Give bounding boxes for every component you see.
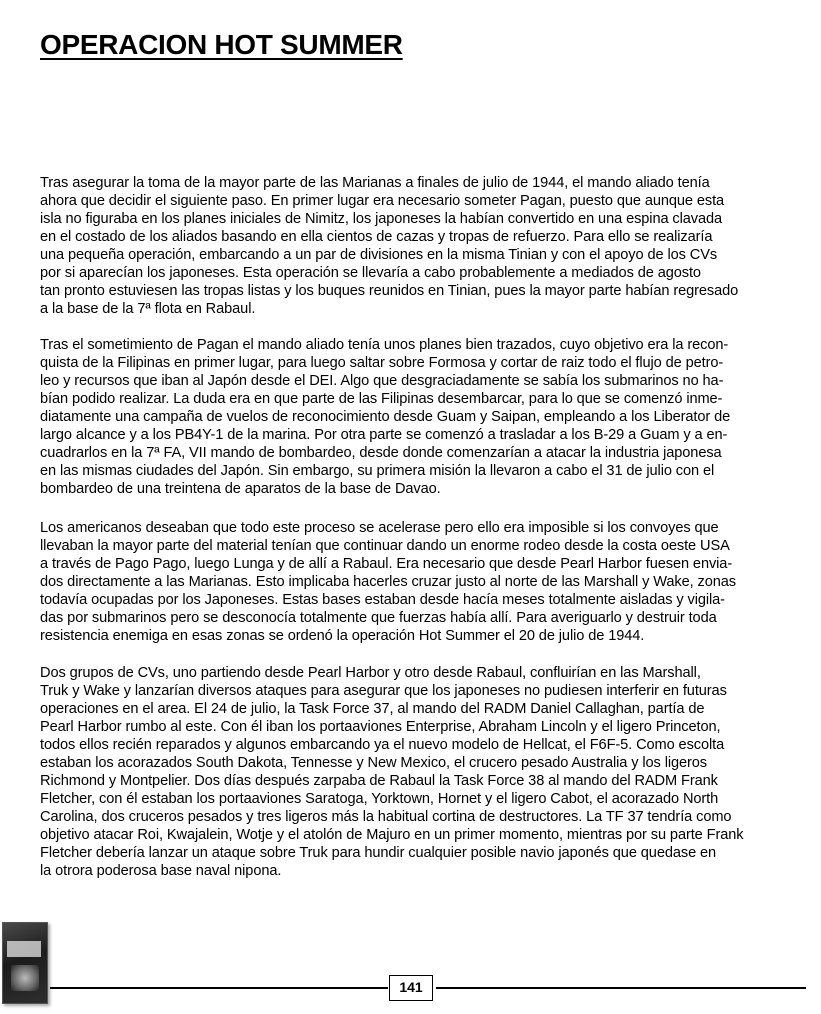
text-line: la otrora poderosa base naval nipona. — [40, 863, 282, 879]
text-line: todavía ocupadas por los Japoneses. Estas bases estaban desde hacía meses totalmente aisladas y vigila- — [40, 592, 725, 608]
text-line: Pearl Harbor rumbo al este. Con él iban los portaaviones Enterprise, Abraham Lincoln y el ligero Princeton, — [40, 719, 721, 735]
text-line: cuadrarlos en la 7ª FA, VII mando de bombardeo, desde donde comenzarían a atacar la industria japonesa — [40, 445, 722, 461]
text-line: todos ellos recién reparados y algunos embarcando ya el nuevo modelo de Hellcat, el F6F-5. Como escolta — [40, 737, 725, 753]
text-line: Carolina, dos cruceros pesados y tres ligeros más la habitual cortina de destructores. La TF 37 tendría como — [40, 809, 732, 825]
text-line: leo y recursos que iban al Japón desde el DEI. Algo que desgraciadamente se sabía los submarinos no ha- — [40, 373, 724, 389]
text-line: llevaban la mayor parte del material tenían que continuar dando un enorme rodeo desde la costa oeste USA — [40, 538, 730, 554]
paragraph-1 — [40, 174, 738, 318]
text-line: bían podido realizar. La duda era en que parte de las Filipinas desembarcar, para lo que se comenzó inme- — [40, 391, 723, 407]
text-line: Fletcher debería lanzar un ataque sobre Truk para hundir cualquier posible navio japonés que quedase en — [40, 845, 717, 861]
page-title: OPERACION HOT SUMMER — [40, 29, 403, 60]
text-line: a través de Pago Pago, luego Lunga y de allí a Rabaul. Era necesario que desde Pearl Harbor fuesen envia- — [40, 556, 733, 572]
text-line: das por submarinos pero se desconocía totalmente que fuerzas había allí. Para averiguarlo y destruir toda — [40, 610, 717, 626]
paragraph-4 — [40, 664, 743, 880]
text-line: tan pronto estuviesen las tropas listas y los buques reunidos en Tinian, pues la mayor parte habían regresado — [40, 283, 739, 299]
text-line: objetivo atacar Roi, Kwajalein, Wotje y el atolón de Majuro en un primer momento, mientras por su parte Frank — [40, 827, 744, 843]
box-art-title-band — [7, 941, 41, 957]
box-art-emblem — [11, 965, 39, 991]
text-line: estaban los acorazados South Dakota, Tennesse y New Mexico, el crucero pesado Australia y los ligeros — [40, 755, 707, 771]
game-box-art-icon — [2, 922, 48, 1004]
paragraph-3 — [40, 519, 736, 645]
text-line: a la base de la 7ª flota en Rabaul. — [40, 301, 256, 317]
text-line: resistencia enemiga en esas zonas se ordenó la operación Hot Summer el 20 de julio de 1944. — [40, 628, 645, 644]
text-line: operaciones en el area. El 24 de julio, la Task Force 37, al mando del RADM Daniel Callaghan, partía de — [40, 701, 705, 717]
footer-rule-left — [50, 987, 388, 989]
text-line: Fletcher, con él estaban los portaaviones Saratoga, Yorktown, Hornet y el ligero Cabot, el acorazado North — [40, 791, 719, 807]
text-line: Truk y Wake y lanzarían diversos ataques para asegurar que los japoneses no pudiesen interferir en futuras — [40, 683, 727, 699]
text-line: largo alcance y a los PB4Y-1 de la marina. Por otra parte se comenzó a trasladar a los B-29 a Guam y a en- — [40, 427, 728, 443]
text-line: diatamente una campaña de vuelos de reconocimiento desde Guam y Saipan, empleando a los Liberator de — [40, 409, 731, 425]
text-line: Los americanos deseaban que todo este proceso se acelerase pero ello era imposible si los convoyes que — [40, 520, 719, 536]
text-line: dos directamente a las Marianas. Esto implicaba hacerles cruzar justo al norte de las Marshall y Wake, zonas — [40, 574, 736, 590]
text-line: ahora que decidir el siguiente paso. En primer lugar era necesario someter Pagan, puesto que aunque esta — [40, 193, 725, 209]
text-line: por si aparecían los japoneses. Esta operación se llevaría a cabo probablemente a mediados de agosto — [40, 265, 701, 281]
text-line: en las mismas ciudades del Japón. Sin embargo, su primera misión la llevaron a cabo el 31 de julio con el — [40, 463, 715, 479]
text-line: Tras asegurar la toma de la mayor parte de las Marianas a finales de julio de 1944, el mando aliado tenía — [40, 175, 710, 191]
text-line: Richmond y Montpelier. Dos días después zarpaba de Rabaul la Task Force 38 al mando del RADM Frank — [40, 773, 718, 789]
text-line: bombardeo de una treintena de aparatos de la base de Davao. — [40, 481, 441, 497]
footer-rule-right — [436, 987, 806, 989]
text-line: quista de la Filipinas en primer lugar, para luego saltar sobre Formosa y cortar de raiz todo el flujo de petro- — [40, 355, 724, 371]
page-number: 141 — [389, 975, 433, 1001]
text-line: en el costado de los aliados basando en ella cientos de cazas y tropas de refuerzo. Para ello se realizaría — [40, 229, 713, 245]
text-line: una pequeña operación, embarcando a un par de divisiones en la misma Tinian y con el apoyo de los CVs — [40, 247, 718, 263]
text-line: Dos grupos de CVs, uno partiendo desde Pearl Harbor y otro desde Rabaul, confluirían en las Marshall, — [40, 665, 701, 681]
paragraph-2 — [40, 336, 730, 498]
text-line: isla no figuraba en los planes iniciales de Nimitz, los japoneses la habían convertido en una espina clavada — [40, 211, 723, 227]
text-line: Tras el sometimiento de Pagan el mando aliado tenía unos planes bien trazados, cuyo objetivo era la recon- — [40, 337, 729, 353]
